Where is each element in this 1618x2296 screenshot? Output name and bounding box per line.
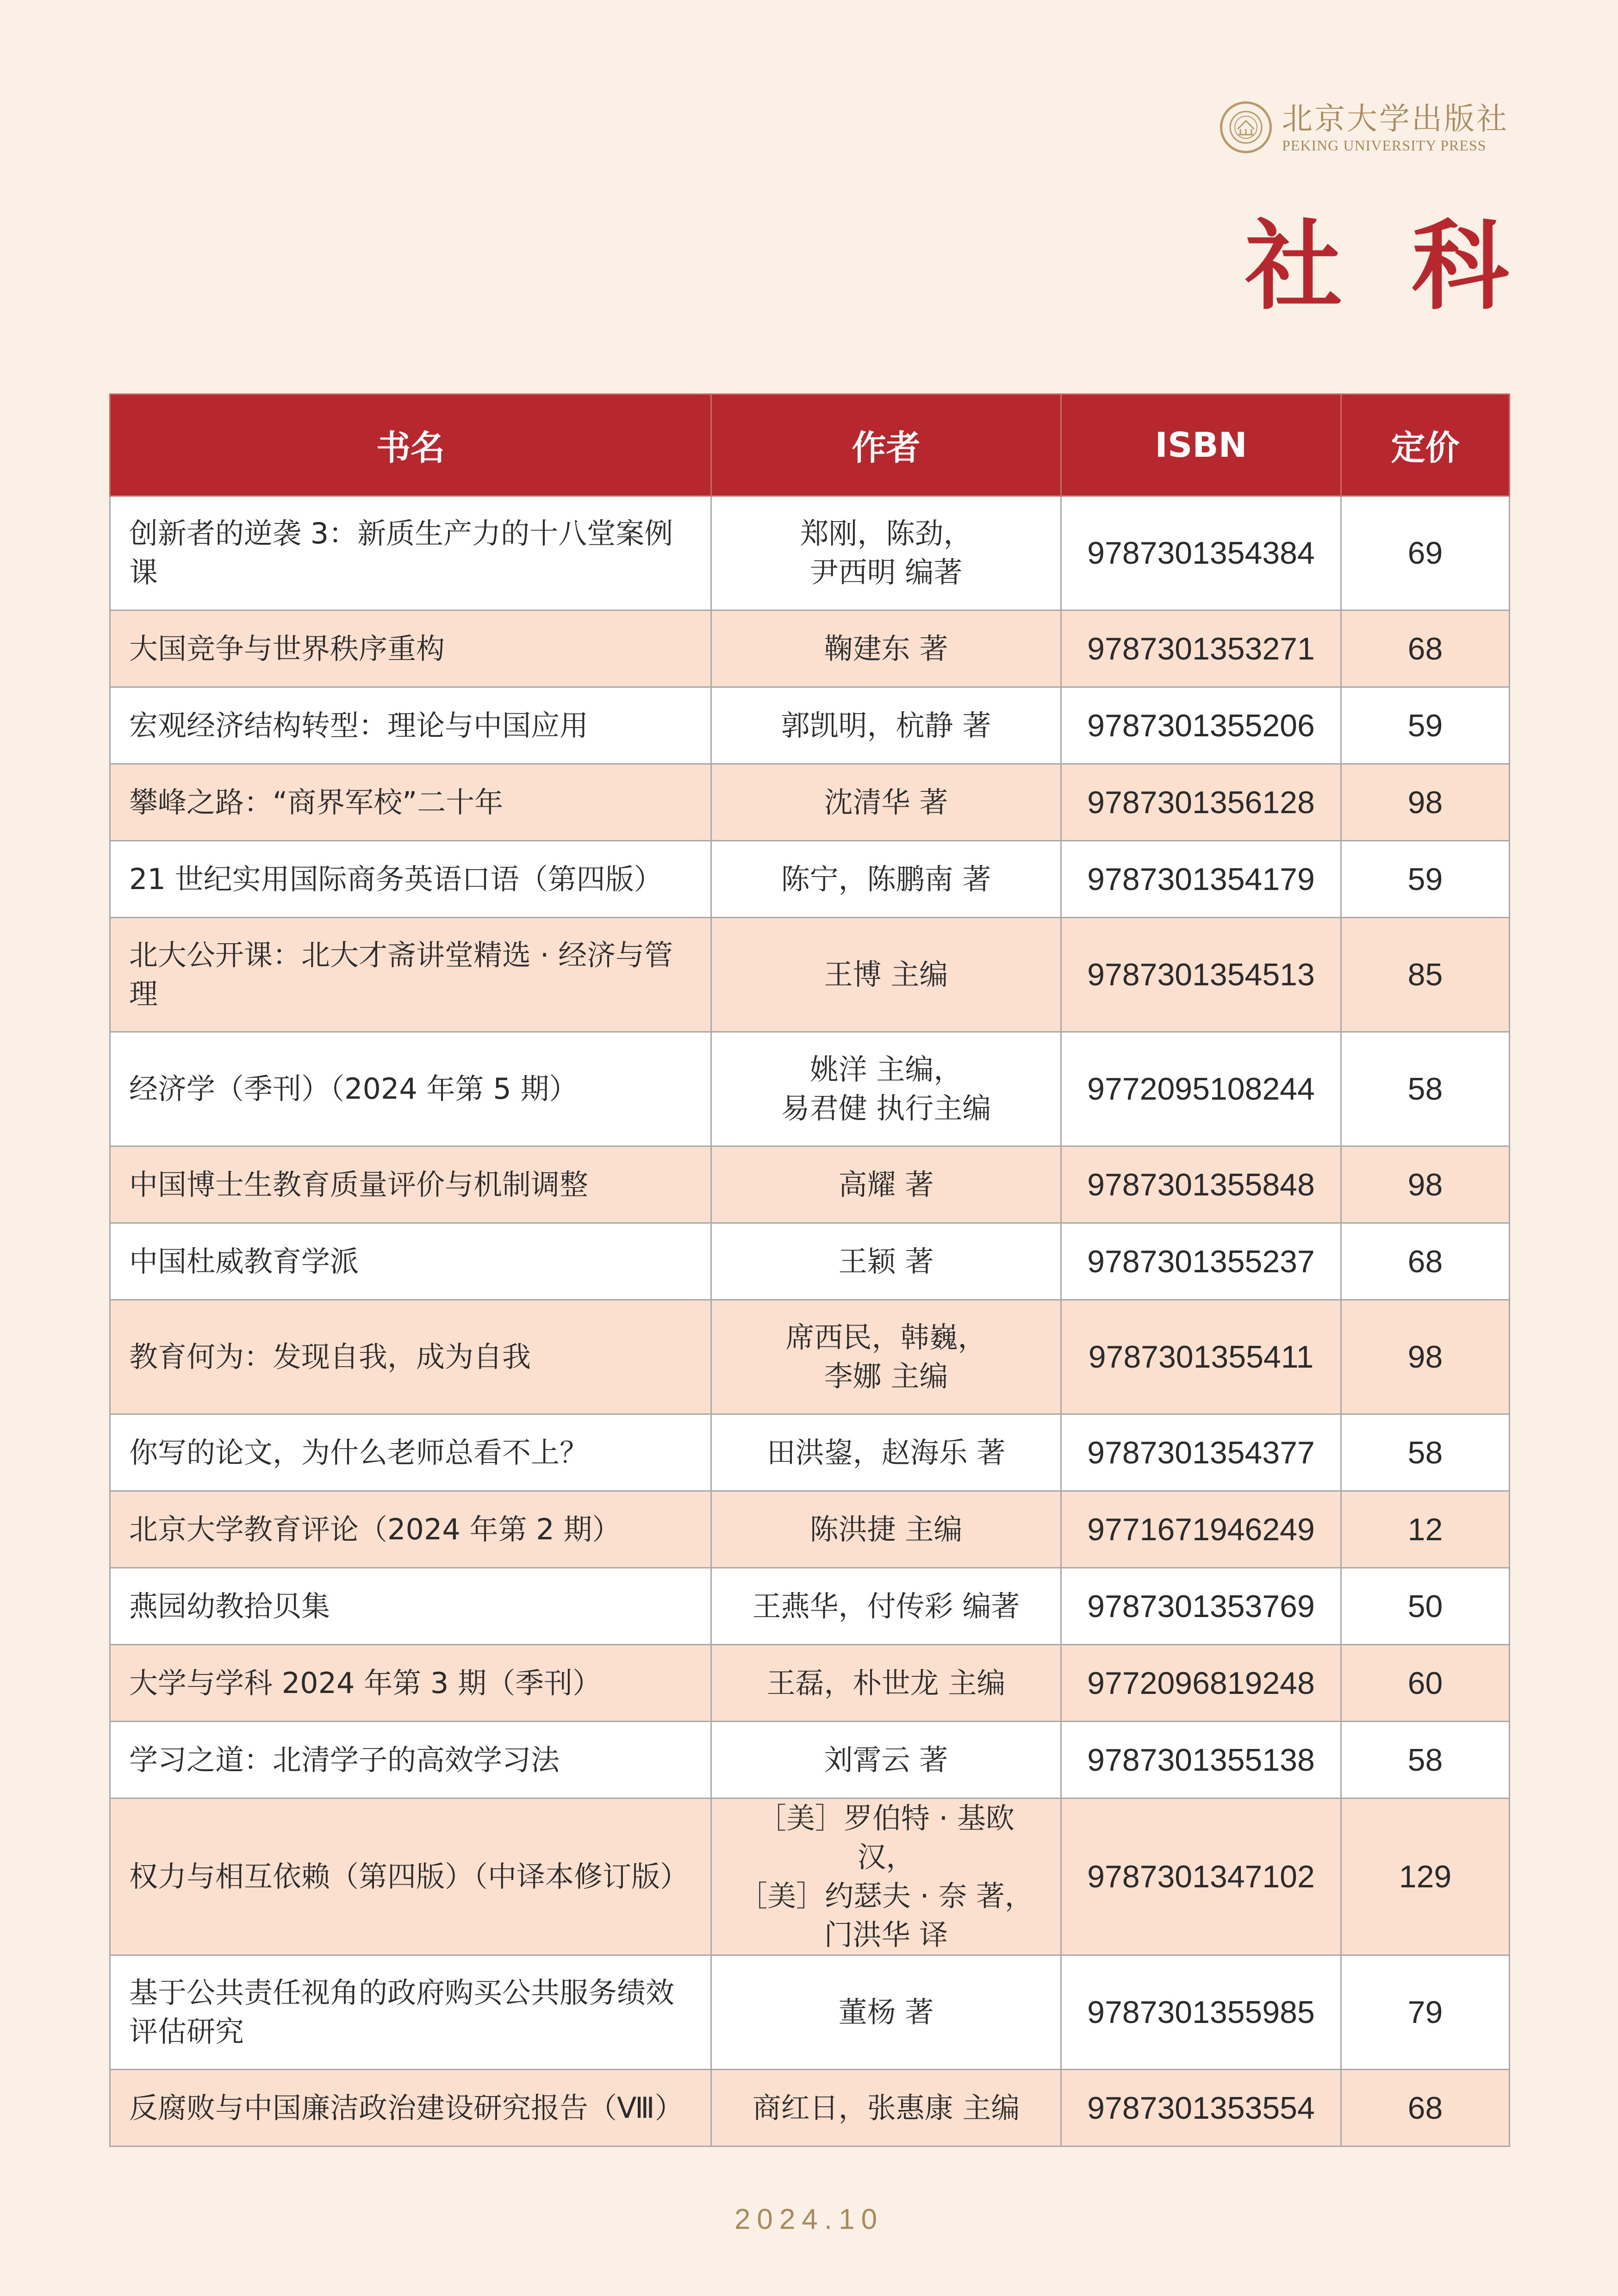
book-title-cell: 宏观经济结构转型：理论与中国应用: [110, 687, 711, 764]
book-isbn-cell: 9787301354377: [1061, 1414, 1341, 1491]
book-author-cell: 陈宁，陈鹏南 著: [711, 841, 1061, 918]
table-row: [110, 2070, 1510, 2147]
book-title-cell: 攀峰之路：“商界军校”二十年: [110, 764, 711, 841]
table-row: [110, 764, 1510, 841]
book-title-cell: 你写的论文，为什么老师总看不上？: [110, 1414, 711, 1491]
book-price-cell: 59: [1341, 841, 1510, 918]
book-price-cell: 79: [1341, 1955, 1510, 2070]
book-price-cell: 58: [1341, 1032, 1510, 1146]
publisher-name-en: PEKING UNIVERSITY PRESS: [1282, 137, 1487, 154]
book-isbn-cell: 9787301354513: [1061, 918, 1341, 1032]
book-price-cell: 68: [1341, 1223, 1510, 1300]
book-author-cell: 王博 主编: [711, 918, 1061, 1032]
book-title-cell: 中国杜威教育学派: [110, 1223, 711, 1300]
book-title-cell: 经济学（季刊）（2024 年第 5 期）: [110, 1032, 711, 1146]
book-isbn-cell: 9787301356128: [1061, 764, 1341, 841]
table-row: [110, 1146, 1510, 1223]
book-author-cell: ［美］罗伯特 · 基欧汉， ［美］约瑟夫 · 奈 著， 门洪华 译: [711, 1798, 1061, 1955]
book-price-cell: 59: [1341, 687, 1510, 764]
pku-seal-icon: [1220, 101, 1272, 153]
column-header-title: 书名: [110, 394, 711, 496]
book-title-cell: 基于公共责任视角的政府购买公共服务绩效评估研究: [110, 1955, 711, 2070]
section-title: 社科: [1245, 209, 1578, 323]
book-title-cell: 大学与学科 2024 年第 3 期（季刊）: [110, 1645, 711, 1722]
book-title-cell: 北大公开课：北大才斋讲堂精选 · 经济与管理: [110, 918, 711, 1032]
book-price-cell: 98: [1341, 1300, 1510, 1414]
book-title-cell: 教育何为：发现自我，成为自我: [110, 1300, 711, 1414]
book-author-cell: 高耀 著: [711, 1146, 1061, 1223]
book-isbn-cell: 9787301354179: [1061, 841, 1341, 918]
table-row: [110, 841, 1510, 918]
book-price-cell: 85: [1341, 918, 1510, 1032]
book-author-cell: 王颖 著: [711, 1223, 1061, 1300]
book-isbn-cell: 9787301353271: [1061, 610, 1341, 687]
book-author-cell: 刘霄云 著: [711, 1722, 1061, 1798]
table-row: [110, 1645, 1510, 1722]
book-table: [109, 393, 1510, 2147]
table-header-row: [110, 394, 1510, 496]
book-title-cell: 学习之道：北清学子的高效学习法: [110, 1722, 711, 1798]
book-price-cell: 58: [1341, 1414, 1510, 1491]
table-row: [110, 918, 1510, 1032]
book-isbn-cell: 9787301355848: [1061, 1146, 1341, 1223]
table-row: [110, 1491, 1510, 1568]
book-author-cell: 郭凯明，杭静 著: [711, 687, 1061, 764]
book-price-cell: 68: [1341, 2070, 1510, 2147]
table-row: [110, 1955, 1510, 2070]
table-row: [110, 610, 1510, 687]
book-price-cell: 68: [1341, 610, 1510, 687]
book-price-cell: 98: [1341, 764, 1510, 841]
book-isbn-cell: 9787301353554: [1061, 2070, 1341, 2147]
book-isbn-cell: 9787301353769: [1061, 1568, 1341, 1645]
book-isbn-cell: 9787301355206: [1061, 687, 1341, 764]
book-price-cell: 58: [1341, 1722, 1510, 1798]
book-price-cell: 69: [1341, 496, 1510, 610]
book-author-cell: 姚洋 主编， 易君健 执行主编: [711, 1032, 1061, 1146]
book-author-cell: 陈洪捷 主编: [711, 1491, 1061, 1568]
table-row: [110, 1300, 1510, 1414]
book-title-cell: 燕园幼教拾贝集: [110, 1568, 711, 1645]
book-author-cell: 王磊，朴世龙 主编: [711, 1645, 1061, 1722]
book-title-cell: 反腐败与中国廉洁政治建设研究报告（Ⅷ）: [110, 2070, 711, 2147]
book-isbn-cell: 9787301355138: [1061, 1722, 1341, 1798]
book-author-cell: 郑刚，陈劲， 尹西明 编著: [711, 496, 1061, 610]
book-author-cell: 沈清华 著: [711, 764, 1061, 841]
book-price-cell: 129: [1341, 1798, 1510, 1955]
book-isbn-cell: 9787301355411: [1061, 1300, 1341, 1414]
issue-date: 2024.10: [734, 2203, 884, 2235]
book-title-cell: 创新者的逆袭 3：新质生产力的十八堂案例课: [110, 496, 711, 610]
book-author-cell: 商红日，张惠康 主编: [711, 2070, 1061, 2147]
book-isbn-cell: 9772096819248: [1061, 1645, 1341, 1722]
book-isbn-cell: 9787301355985: [1061, 1955, 1341, 2070]
publisher-logo: [1220, 101, 1509, 154]
book-rows: [110, 496, 1510, 2147]
column-header-author: 作者: [711, 394, 1061, 496]
book-price-cell: 50: [1341, 1568, 1510, 1645]
book-isbn-cell: 9787301355237: [1061, 1223, 1341, 1300]
book-author-cell: 王燕华，付传彩 编著: [711, 1568, 1061, 1645]
book-isbn-cell: 9787301354384: [1061, 496, 1341, 610]
book-title-cell: 权力与相互依赖（第四版）（中译本修订版）: [110, 1798, 711, 1955]
column-header-price: 定价: [1341, 394, 1510, 496]
table-row: [110, 1414, 1510, 1491]
book-title-cell: 北京大学教育评论（2024 年第 2 期）: [110, 1491, 711, 1568]
book-price-cell: 12: [1341, 1491, 1510, 1568]
book-isbn-cell: 9771671946249: [1061, 1491, 1341, 1568]
book-title-cell: 中国博士生教育质量评价与机制调整: [110, 1146, 711, 1223]
book-isbn-cell: 9787301347102: [1061, 1798, 1341, 1955]
book-author-cell: 席西民，韩巍， 李娜 主编: [711, 1300, 1061, 1414]
book-title-cell: 21 世纪实用国际商务英语口语（第四版）: [110, 841, 711, 918]
book-title-cell: 大国竞争与世界秩序重构: [110, 610, 711, 687]
book-author-cell: 鞠建东 著: [711, 610, 1061, 687]
table-row: [110, 1223, 1510, 1300]
book-author-cell: 田洪鋆，赵海乐 著: [711, 1414, 1061, 1491]
book-price-cell: 60: [1341, 1645, 1510, 1722]
table-row: [110, 496, 1510, 610]
table-row: [110, 1798, 1510, 1955]
book-isbn-cell: 9772095108244: [1061, 1032, 1341, 1146]
table-row: [110, 1568, 1510, 1645]
table-row: [110, 687, 1510, 764]
column-header-isbn: ISBN: [1061, 394, 1341, 496]
book-price-cell: 98: [1341, 1146, 1510, 1223]
book-author-cell: 董杨 著: [711, 1955, 1061, 2070]
publisher-name-cn: 北京大学出版社: [1282, 101, 1509, 137]
table-row: [110, 1032, 1510, 1146]
table-row: [110, 1722, 1510, 1798]
